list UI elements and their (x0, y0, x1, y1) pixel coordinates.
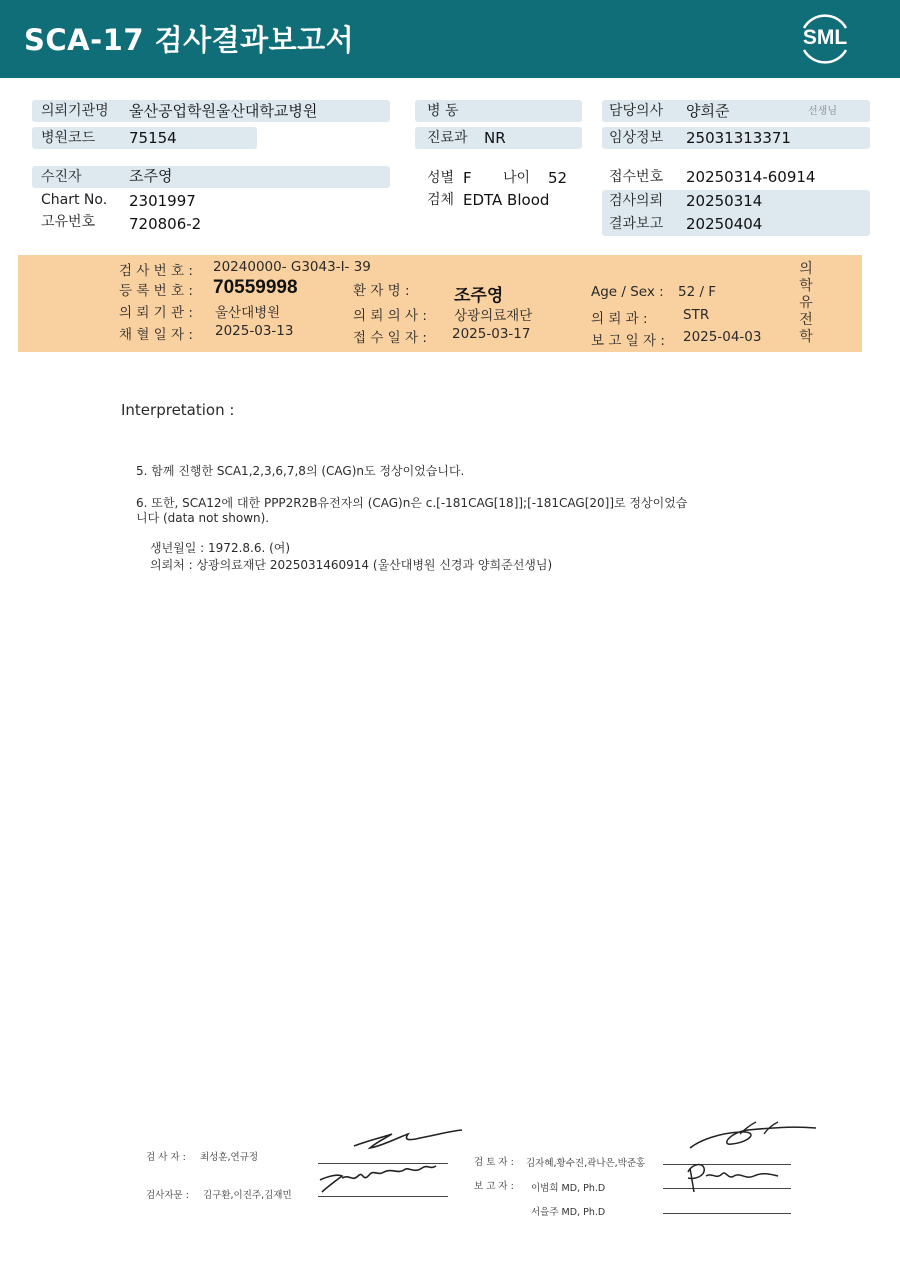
report-title: SCA-17 검사결과보고서 (24, 23, 355, 57)
reporter-2-sign-line (663, 1213, 791, 1214)
age-sex-label: Age / Sex : (591, 284, 664, 300)
reporter-label: 보 고 자 : (474, 1181, 514, 1192)
receive-value: 2025-03-17 (452, 326, 531, 342)
referrer-line: 의뢰처 : 상광의료재단 2025031460914 (울산대병원 신경과 양희준선생님) (150, 558, 553, 572)
institution-value: 울산공업학원울산대학교병원 (129, 102, 318, 120)
doctor-suffix: 선생님 (808, 106, 837, 117)
reg-no-label: 등 록 번 호 : (119, 283, 193, 299)
hospital-code-label: 병원코드 (41, 130, 96, 146)
chart-label: Chart No. (41, 192, 108, 208)
patient-pill (32, 166, 390, 188)
collect-label: 채 혈 일 자 : (119, 327, 193, 343)
collect-value: 2025-03-13 (215, 323, 294, 339)
age-sex-value: 52 / F (678, 284, 717, 300)
reporter-2: 서을주 MD, Ph.D (531, 1207, 606, 1218)
receipt-label: 접수번호 (609, 169, 664, 185)
dept-value: NR (484, 129, 506, 147)
request-value: 20250314 (686, 192, 763, 210)
test-no-label: 검 사 번 호 : (119, 263, 193, 279)
band-report-label: 보 고 일 자 : (591, 333, 665, 349)
vertical-dept-label: 의학유전학 (799, 261, 813, 345)
sex-value: F (463, 169, 472, 187)
logo-text: SML (802, 26, 848, 49)
req-doc-value: 상광의료재단 (454, 308, 533, 324)
interpretation-item-5: 5. 함께 진행한 SCA1,2,3,6,7,8의 (CAG)n도 정상이었습니다. (136, 464, 465, 478)
tester-names: 최성훈,연규정 (200, 1152, 259, 1163)
clinical-label: 임상정보 (609, 130, 664, 146)
tester-label: 검 사 자 : (146, 1152, 186, 1163)
req-doc-label: 의 뢰 의 사 : (353, 308, 427, 324)
ward-label: 병 동 (427, 103, 459, 119)
reviewer-names: 김자혜,황수진,곽나은,박준홍 (526, 1158, 646, 1169)
band-report-value: 2025-04-03 (683, 329, 762, 345)
band-patient-value: 조주영 (454, 286, 504, 306)
patient-value: 조주영 (129, 167, 173, 185)
unique-value: 720806-2 (129, 215, 202, 233)
req-dept-value: STR (683, 307, 710, 323)
date-of-birth: 생년월일 : 1972.8.6. (여) (150, 541, 291, 555)
clinical-value: 25031313371 (686, 129, 791, 147)
reviewer-label: 검 토 자 : (474, 1157, 514, 1168)
sex-label: 성별 (427, 170, 455, 186)
reporter-signature (676, 1158, 786, 1198)
age-value: 52 (548, 169, 568, 187)
sml-logo (796, 12, 854, 66)
report-header (0, 0, 900, 78)
req-inst-value: 울산대병원 (215, 305, 281, 321)
reporter-1: 이범희 MD, Ph.D (531, 1183, 606, 1194)
scanned-header-band (18, 255, 862, 352)
receive-label: 접 수 일 자 : (353, 330, 427, 346)
tester-signature (312, 1126, 472, 1206)
reg-no-value: 70559998 (213, 277, 298, 298)
interpretation-heading: Interpretation : (121, 401, 235, 419)
institution-label: 의뢰기관명 (41, 103, 109, 119)
advisor-label: 검사자문 : (146, 1190, 189, 1201)
age-label: 나이 (503, 170, 531, 186)
doctor-value: 양희준 (686, 102, 730, 120)
report-label: 결과보고 (609, 216, 664, 232)
hospital-code-value: 75154 (129, 129, 177, 147)
test-no-value: 20240000- G3043-I- 39 (213, 259, 371, 275)
interpretation-item-6-line1: 6. 또한, SCA12에 대한 PPP2R2B유전자의 (CAG)n은 c.[-181CAG[18]];[-181CAG[20]]로 정상이었습 (136, 496, 688, 510)
specimen-value: EDTA Blood (463, 191, 550, 209)
receipt-value: 20250314-60914 (686, 168, 816, 186)
advisor-names: 김구환,이진주,김재민 (203, 1190, 292, 1201)
specimen-label: 검체 (427, 192, 455, 208)
patient-label: 수진자 (41, 169, 82, 185)
report-value: 20250404 (686, 215, 763, 233)
chart-value: 2301997 (129, 192, 196, 210)
unique-label: 고유번호 (41, 214, 96, 230)
interpretation-item-6-line2: 니다 (data not shown). (136, 511, 270, 525)
request-label: 검사의뢰 (609, 193, 664, 209)
band-patient-label: 환 자 명 : (353, 283, 410, 299)
req-dept-label: 의 뢰 과 : (591, 311, 648, 327)
doctor-label: 담당의사 (609, 103, 664, 119)
req-inst-label: 의 뢰 기 관 : (119, 305, 193, 321)
dept-label: 진료과 (427, 130, 468, 146)
